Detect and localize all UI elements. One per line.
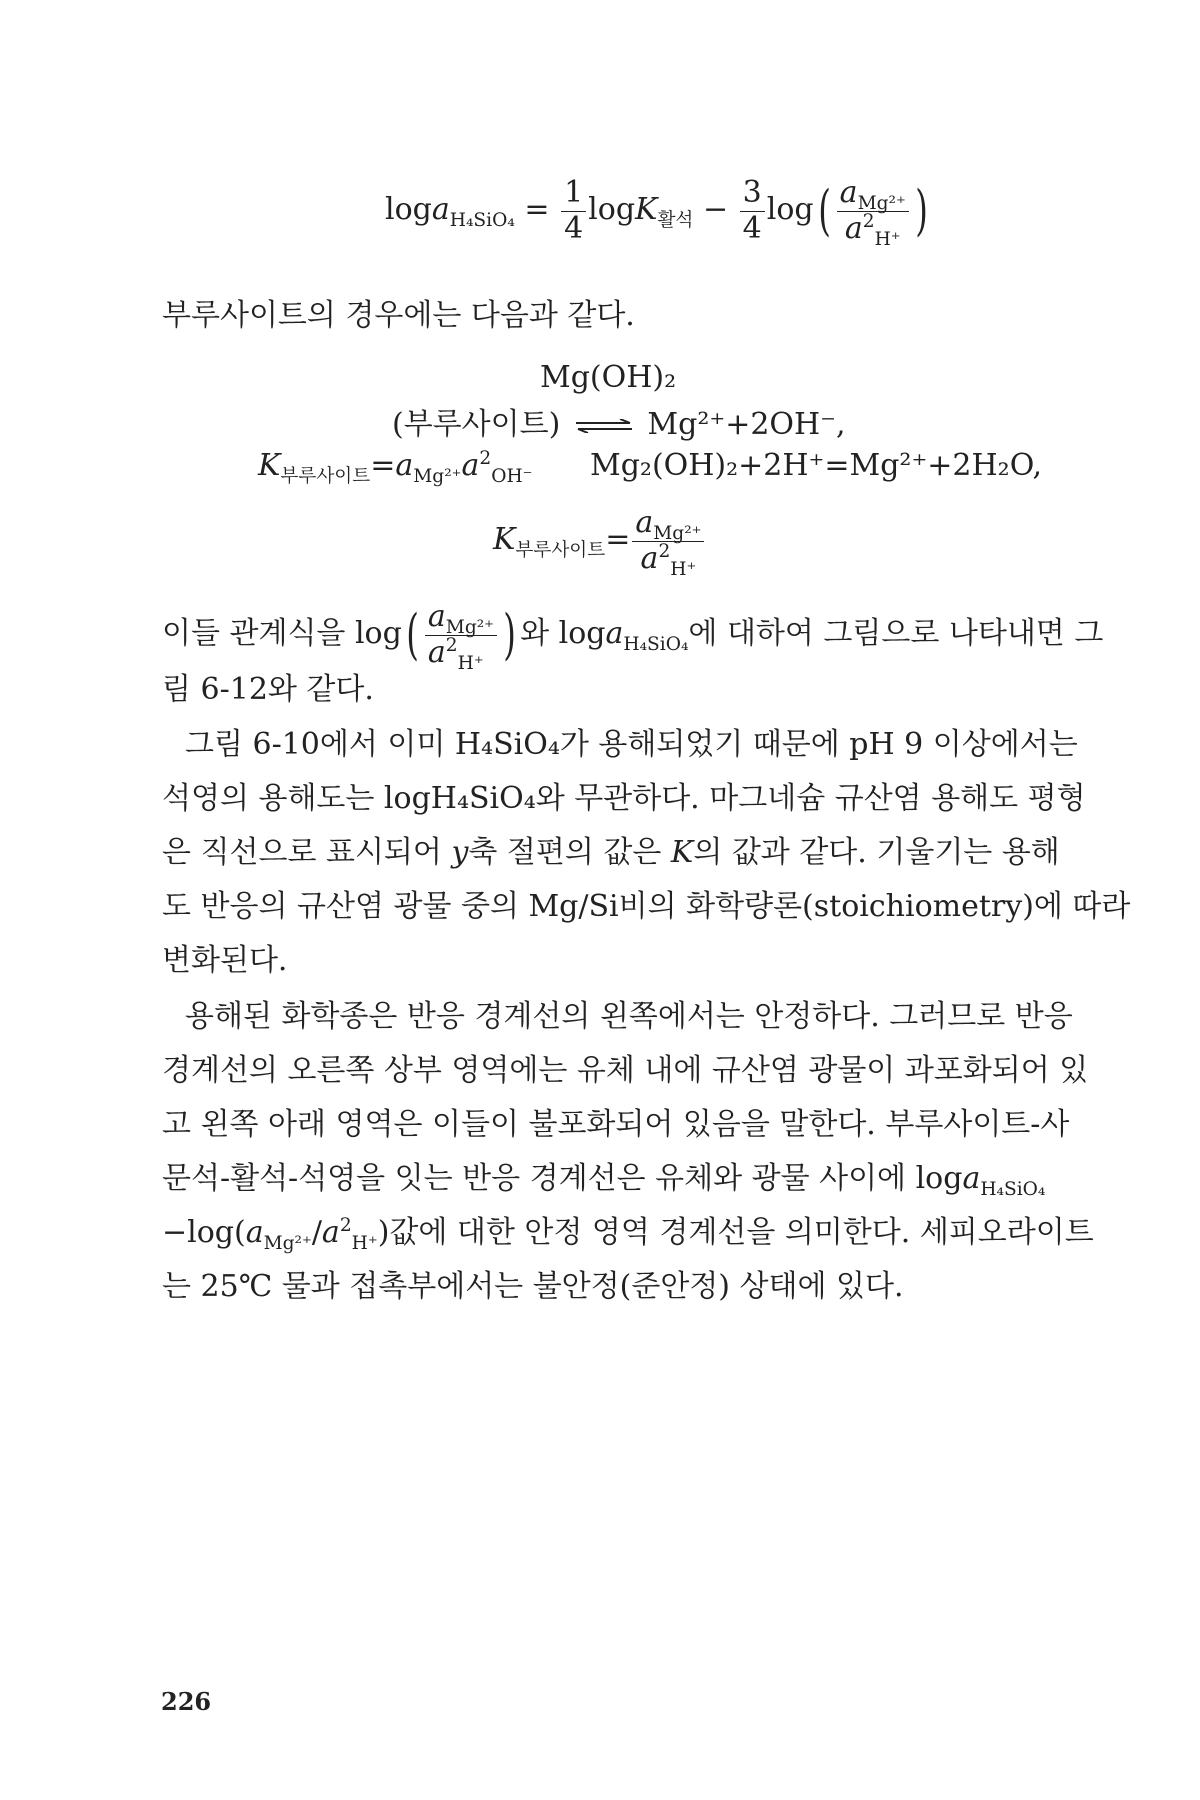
page-number: 226 bbox=[161, 1687, 212, 1716]
para1-line1: 이들 관계식을 log( $\frac{a_{Mg^{2+}}}{a^2_{H^+}}$ ) 와 loga$_{H_4SiO_4}$에 대하여 그림으로 나타내면 그 bbox=[162, 599, 1104, 674]
para3-line5: $-\log(a_{Mg^{2+}}/a^2_{H^+})$값에 대한 안정 영역 경계선을 의미한다. 세피오라이트 bbox=[162, 1215, 1094, 1254]
para3-line4: 문석-활석-석영을 잇는 반응 경계선은 유체와 광물 사이에 loga$_{H_4SiO_4}$ bbox=[162, 1161, 1046, 1200]
fraction-amg-ah2: $\frac{a_{Mg^{2+}}}{a^2_{H^+}}$ bbox=[632, 506, 704, 576]
para3-line1: 용해된 화학종은 반응 경계선의 왼쪽에서는 안정하다. 그러므로 반응 bbox=[185, 999, 1073, 1034]
para3-line6: 는 25℃ 물과 접촉부에서는 불안정(준안정) 상태에 있다. bbox=[162, 1269, 904, 1304]
reaction1-top: Mg(OH)₂ bbox=[540, 360, 677, 395]
para2-line2: 석영의 용해도는 logH₄SiO₄와 무관하다. 마그네슘 규산염 용해도 평형 bbox=[162, 781, 1086, 816]
equation-k-brucite-1: $K_{부루사이트}=a_{Mg^{2+}}a^2_{OH^-}$ bbox=[258, 448, 533, 487]
equation-k-brucite-2: $K_{부루사이트}=$ $\frac{a_{Mg^{2+}}}{a^2_{H^+}}$ bbox=[493, 506, 706, 576]
equilibrium-arrow-icon bbox=[574, 419, 634, 433]
fraction-1-4: $\frac{1}{4}$ bbox=[561, 176, 586, 246]
brucite-intro: 부루사이트의 경우에는 다음과 같다. bbox=[162, 298, 635, 333]
para2-line4: 도 반응의 규산염 광물 중의 Mg/Si비의 화학량론(stoichiometry)에 따라 bbox=[162, 889, 1131, 924]
para3-line2: 경계선의 오른쪽 상부 영역에는 유체 내에 규산염 광물이 과포화되어 있 bbox=[162, 1053, 1089, 1088]
para2-line5: 변화된다. bbox=[162, 943, 288, 978]
fraction-amg-ah2: $\frac{a_{Mg^{2+}}}{a^2_{H^+}}$ bbox=[837, 176, 909, 246]
para2-line1: 그림 6-10에서 이미 H₄SiO₄가 용해되었기 때문에 pH 9 이상에서는 bbox=[185, 727, 1078, 762]
reaction1: (부루사이트) Mg²⁺+2OH⁻, bbox=[392, 407, 846, 442]
reaction2: Mg₂(OH)₂+2H⁺=Mg²⁺+2H₂O, bbox=[590, 448, 1043, 483]
para1-line2: 림 6-12와 같다. bbox=[162, 672, 374, 707]
equation-log-h4sio4: loga$_{H_4SiO_4}$ = $\frac{1}{4}$ logK$_{활석}$ − $\frac{3}{4}$ log( $\frac{a_{Mg^{2+}}}{a^2_{H^+}}$ ) bbox=[385, 175, 928, 250]
para3-line3: 고 왼쪽 아래 영역은 이들이 불포화되어 있음을 말한다. 부루사이트-사 bbox=[162, 1107, 1070, 1142]
para2-line3: 은 직선으로 표시되어 y축 절편의 값은 K의 값과 같다. 기울기는 용해 bbox=[162, 835, 1060, 870]
fraction-3-4: $\frac{3}{4}$ bbox=[740, 176, 765, 246]
